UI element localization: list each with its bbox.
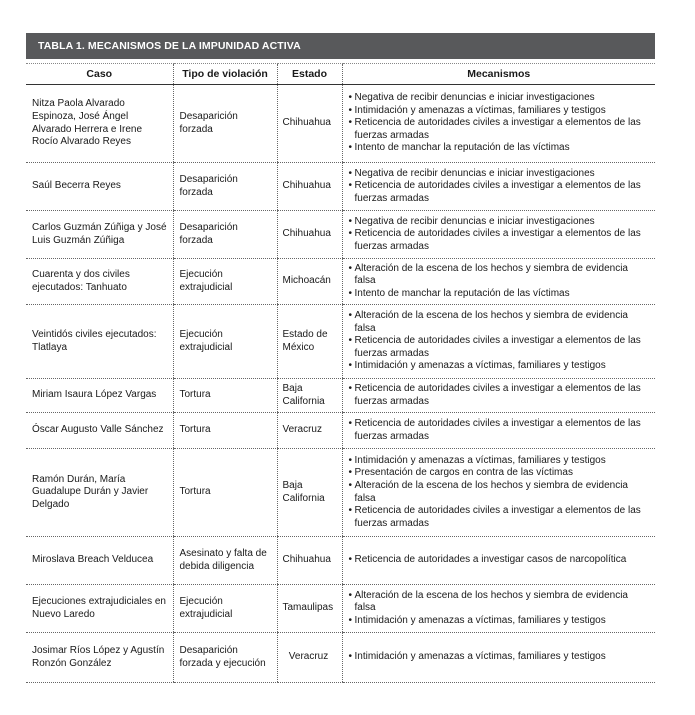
mecanismos-list [349,590,652,628]
cell-mecanismos [342,85,655,163]
cell-mecanismos [342,449,655,537]
cell-tipo-violacion: Tortura [173,449,277,537]
cell-estado: Chihuahua [277,537,342,585]
table-row [26,585,655,633]
cell-caso: Óscar Augusto Valle Sánchez [26,413,173,449]
mecanismo-item: • Intimidación y amenazas a víctimas, familiares y testigos [349,615,652,628]
mecanismos-list [349,168,652,206]
mecanismos-list [349,263,652,301]
cell-mecanismos [342,633,655,683]
cell-mecanismos [342,379,655,413]
mecanismo-item: • Reticencia de autoridades a investigar casos de narcopolítica [349,554,652,567]
mecanismos-list [349,216,652,254]
mecanismos-list [349,554,652,567]
mecanismo-item: • Intimidación y amenazas a víctimas, familiares y testigos [349,455,652,468]
mecanismo-item: • Alteración de la escena de los hechos y siembra de evidencia falsa [349,480,652,505]
table-row [26,85,655,163]
cell-caso: Josimar Ríos López y Agustín Ronzón González [26,633,173,683]
cell-caso: Carlos Guzmán Zúñiga y José Luis Guzmán Zúñiga [26,211,173,259]
table-row [26,305,655,379]
table-row [26,163,655,211]
mecanismo-item: • Intento de manchar la reputación de las víctimas [349,288,652,301]
header-tipo-violacion: Tipo de violación [173,64,277,85]
mecanismo-item: • Reticencia de autoridades civiles a investigar a elementos de las fuerzas armadas [349,335,652,360]
table-row [26,633,655,683]
cell-estado: Estado de México [277,305,342,379]
table-row [26,379,655,413]
cell-mecanismos [342,163,655,211]
mecanismo-item: • Reticencia de autoridades civiles a investigar a elementos de las fuerzas armadas [349,117,652,142]
mecanismos-list [349,310,652,373]
mecanismo-item: • Reticencia de autoridades civiles a investigar a elementos de las fuerzas armadas [349,505,652,530]
mecanismo-item: • Intimidación y amenazas a víctimas, familiares y testigos [349,105,652,118]
cell-mecanismos [342,537,655,585]
mecanismo-item: • Negativa de recibir denuncias e iniciar investigaciones [349,168,652,181]
mecanismos-list [349,383,652,408]
cell-caso: Miriam Isaura López Vargas [26,379,173,413]
header-mecanismos: Mecanismos [342,64,655,85]
mecanismo-item: • Alteración de la escena de los hechos y siembra de evidencia falsa [349,263,652,288]
cell-caso: Veintidós civiles ejecutados: Tlatlaya [26,305,173,379]
mecanismo-item: • Reticencia de autoridades civiles a investigar a elementos de las fuerzas armadas [349,180,652,205]
cell-estado: Baja California [277,379,342,413]
table-row [26,413,655,449]
cell-estado: Veracruz [277,633,342,683]
cell-estado: Chihuahua [277,85,342,163]
cell-estado: Michoacán [277,259,342,305]
cell-caso: Ejecuciones extrajudiciales en Nuevo Laredo [26,585,173,633]
table-row [26,449,655,537]
cell-tipo-violacion: Asesinato y falta de debida diligencia [173,537,277,585]
cell-tipo-violacion: Ejecución extrajudicial [173,305,277,379]
header-caso: Caso [26,64,173,85]
cell-tipo-violacion: Desaparición forzada [173,211,277,259]
cell-tipo-violacion: Ejecución extrajudicial [173,585,277,633]
mecanismo-item: • Intimidación y amenazas a víctimas, familiares y testigos [349,360,652,373]
table-title: TABLA 1. MECANISMOS DE LA IMPUNIDAD ACTIVA [26,33,655,59]
table-row [26,259,655,305]
cell-estado: Veracruz [277,413,342,449]
mecanismo-item: • Negativa de recibir denuncias e iniciar investigaciones [349,92,652,105]
header-row [26,64,655,85]
mecanismo-item: • Intimidación y amenazas a víctimas, familiares y testigos [349,651,652,664]
cell-mecanismos [342,413,655,449]
header-estado: Estado [277,64,342,85]
mecanismo-item: • Reticencia de autoridades civiles a investigar a elementos de las fuerzas armadas [349,383,652,408]
cell-tipo-violacion: Desaparición forzada y ejecución [173,633,277,683]
cell-mecanismos [342,259,655,305]
mecanismos-list [349,418,652,443]
table-row [26,537,655,585]
table-document [26,33,655,683]
cell-estado: Chihuahua [277,211,342,259]
cell-tipo-violacion: Desaparición forzada [173,163,277,211]
cell-caso: Ramón Durán, María Guadalupe Durán y Javier Delgado [26,449,173,537]
cell-caso: Miroslava Breach Velducea [26,537,173,585]
table-body [26,85,655,683]
cell-caso: Cuarenta y dos civiles ejecutados: Tanhuato [26,259,173,305]
mecanismo-item: • Presentación de cargos en contra de las víctimas [349,467,652,480]
cell-mecanismos [342,211,655,259]
cell-tipo-violacion: Desaparición forzada [173,85,277,163]
impunity-table [26,63,655,683]
mecanismo-item: • Alteración de la escena de los hechos y siembra de evidencia falsa [349,310,652,335]
mecanismo-item: • Reticencia de autoridades civiles a investigar a elementos de las fuerzas armadas [349,228,652,253]
mecanismos-list [349,455,652,531]
table-row [26,211,655,259]
cell-caso: Nitza Paola Alvarado Espinoza, José Ángel Alvarado Herrera e Irene Rocío Alvarado Reyes [26,85,173,163]
cell-caso: Saúl Becerra Reyes [26,163,173,211]
cell-tipo-violacion: Ejecución extrajudicial [173,259,277,305]
cell-mecanismos [342,585,655,633]
cell-tipo-violacion: Tortura [173,379,277,413]
mecanismos-list [349,92,652,155]
cell-estado: Baja California [277,449,342,537]
cell-tipo-violacion: Tortura [173,413,277,449]
mecanismo-item: • Reticencia de autoridades civiles a investigar a elementos de las fuerzas armadas [349,418,652,443]
mecanismo-item: • Alteración de la escena de los hechos y siembra de evidencia falsa [349,590,652,615]
cell-estado: Chihuahua [277,163,342,211]
cell-estado: Tamaulipas [277,585,342,633]
cell-mecanismos [342,305,655,379]
mecanismo-item: • Negativa de recibir denuncias e iniciar investigaciones [349,216,652,229]
mecanismo-item: • Intento de manchar la reputación de las víctimas [349,142,652,155]
mecanismos-list [349,651,652,664]
